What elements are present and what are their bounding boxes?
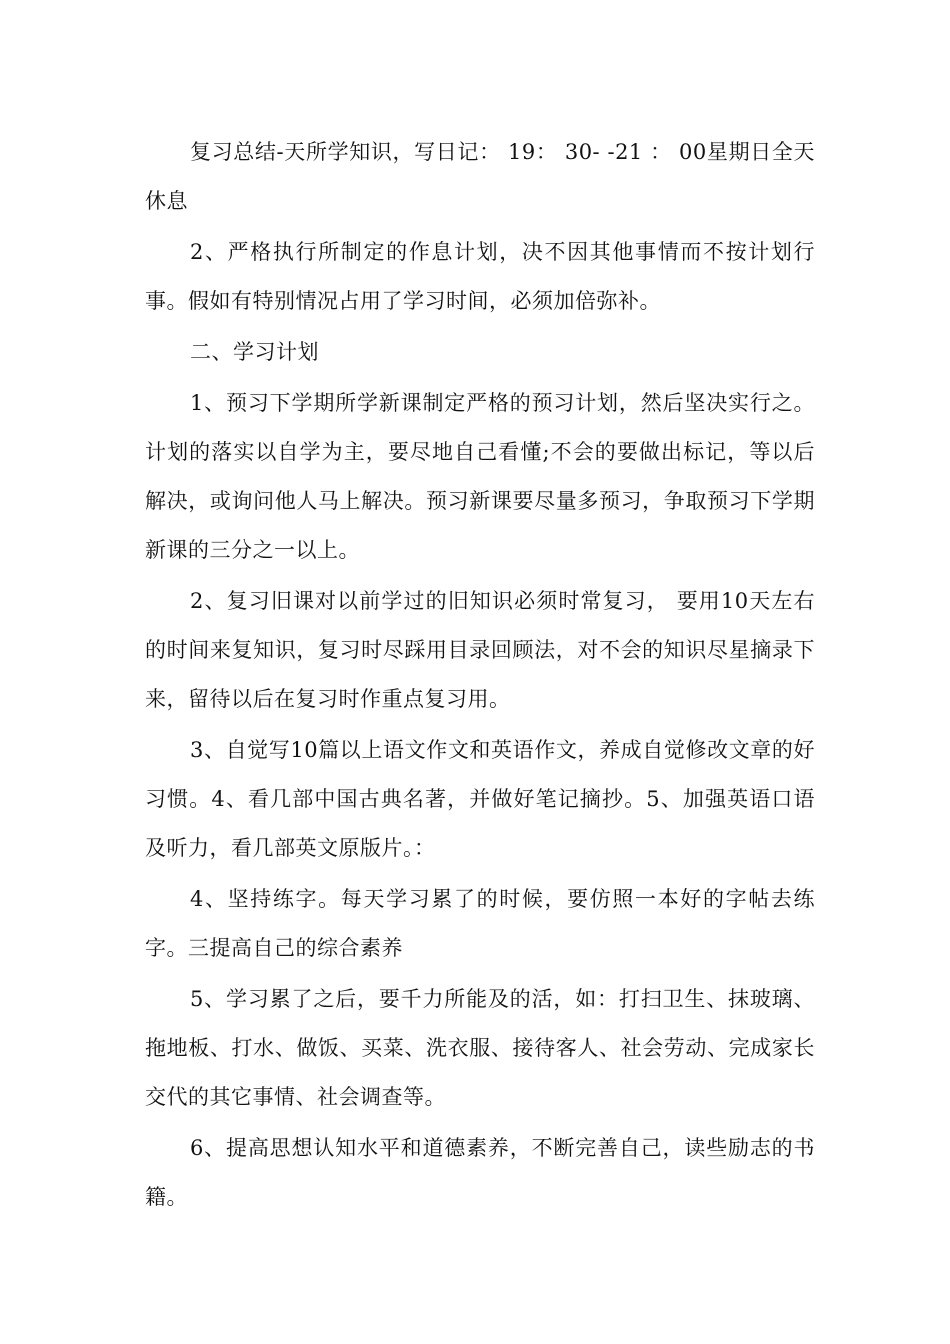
section-heading-study-plan: 二、学习计划 [190, 340, 319, 364]
paragraph-strict-execution: 2、严格执行所制定的作息计划，决不因其他事情而不按计划行事。假如有特别情况占用了学习时间，必须加倍弥补。 [145, 240, 815, 313]
paragraph-review: 2、复习旧课对以前学过的旧知识必须时常复习， 要用10天左右的时间来复知识，复习时尽踩用目录回顾法，对不会的知识尽星摘录下来，留待以后在复习时作重点复习用。 [145, 589, 815, 711]
document-body [145, 128, 815, 1224]
paragraph-moral: 6、提高思想认知水平和道德素养，不断完善自己，读些励志的书籍。 [145, 1136, 815, 1209]
paragraph-schedule-end: 复习总结-天所学知识，写日记： 19： 30- -21 ： 00星期日全天休息 [145, 140, 815, 213]
paragraph-writing: 3、自觉写10篇以上语文作文和英语作文，养成自觉修改文章的好习惯。4、看几部中国古典名著，并做好笔记摘抄。5、加强英语口语及听力，看几部英文原版片。： [145, 738, 815, 860]
paragraph-calligraphy: 4、坚持练字。每天学习累了的时候，要仿照一本好的字帖去练字。三提高自己的综合素养 [145, 887, 815, 960]
paragraph-preview: 1、预习下学期所学新课制定严格的预习计划，然后坚决实行之。计划的落实以自学为主，要尽地自己看懂;不会的要做出标记，等以后解决，或询问他人马上解决。预习新课要尽量多预习，争取预习下学期新课的三分之一以上。 [145, 391, 815, 562]
paragraph-chores: 5、学习累了之后，要千力所能及的活，如：打扫卫生、抹玻璃、拖地板、打水、做饭、买菜、洗衣服、接待客人、社会劳动、完成家长交代的其它事情、社会调查等。 [145, 987, 815, 1109]
